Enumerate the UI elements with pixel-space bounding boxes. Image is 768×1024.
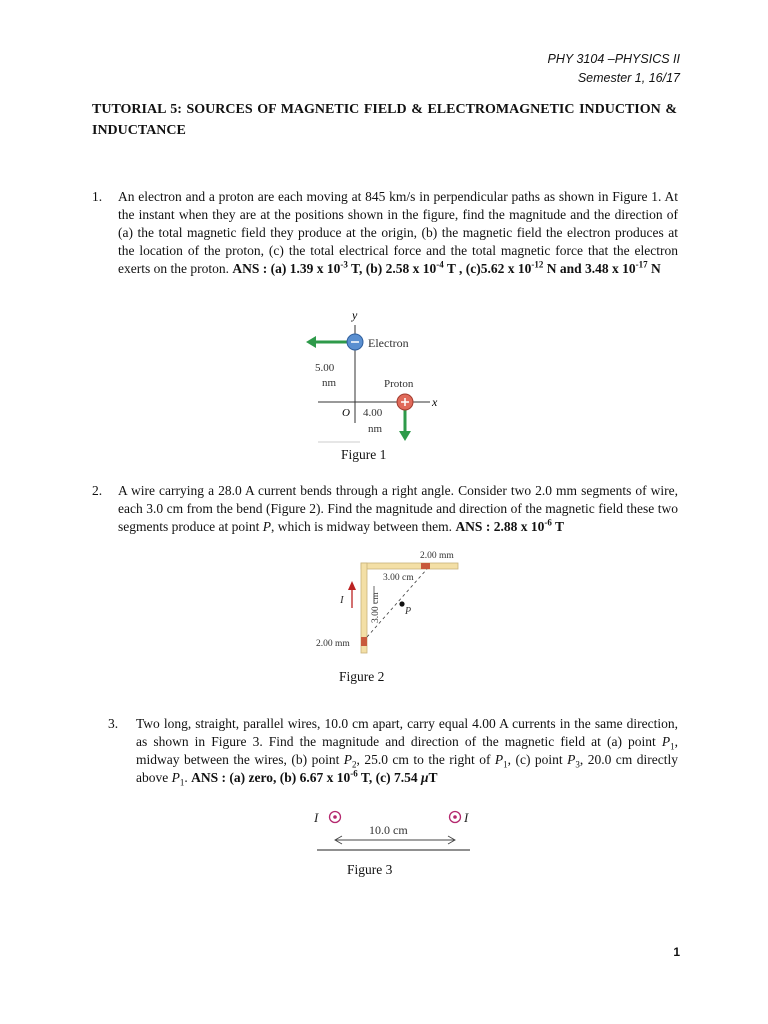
question-body [118,188,678,278]
figure-3-caption: Figure 3 [347,862,393,877]
answer: ANS : (a) 1.39 x $10^{-3}$ T, (b) 2.58 x $10^{-4}$ T , (c)5.62 x $10^{-12}$ N and 3.48 x $10^{-17}$ N [232,259,661,276]
distance-y-value: 5.00 [315,362,335,374]
proton-label: Proton [384,378,414,390]
page-title: TUTORIAL 5: SOURCES OF MAGNETIC FIELD & ELECTROMAGNETIC INDUCTION & INDUCTANCE [92,102,677,138]
point-p [399,601,404,606]
course-code: PHY 3104 –PHYSICS II [547,52,680,66]
bottom-segment [361,637,367,646]
question-body: Two long, straight, parallel wires, 10.0 cm apart, carry equal 4.00 A currents in the same direction, as shown in Figure 3. Find the magnitude and direction of the magnetic field at (a) point $P_1$, midway between the wires, (b) point $P_2$, 25.0 cm to the right of $P_1$, (c) point $P_3$, 20.0 cm directly above $P_1$. ANS : (a) zero, (b) 6.67 x $10^{-6}$ T, (c) 7.54 μT [136,716,678,788]
question-2 [92,482,678,536]
x-axis-label: x [432,395,438,409]
left-current-label: I [314,810,319,825]
point-p-label: P [405,606,412,617]
figure-1-caption: Figure 1 [341,447,387,462]
electron-label: Electron [368,336,409,350]
left-wire-dot [333,815,337,819]
horizontal-distance-label: 3.00 cm [383,573,414,583]
proton-arrowhead [399,431,411,441]
point-label: P [262,519,271,534]
semester: Semester 1, 16/17 [577,71,680,85]
page-number: 1 [673,945,680,959]
distance-x-unit: nm [368,423,383,435]
answer: ANS : (a) zero, (b) 6.67 x $10^{-6}$ T, (c) 7.54 μT [191,768,438,785]
question-text: An electron and a proton are each moving at 845 km/s in perpendicular paths as shown in Figure 1. At the instant when they are at the positions shown in the figure, find the magnitude and the direction of (a) the total magnetic field they produce at the origin, (b) the magnetic field the electron produces at the location of the proton, (c) the total electrical force and the total magnetic force that the electron exerts on the proton. [118,189,678,276]
figure-2 [310,548,470,660]
answer: ANS : 2.88 x $10^{-6}$ T [455,517,564,534]
current-label: I [340,594,344,606]
question-number: 3. [108,716,119,731]
top-segment-label: 2.00 mm [420,551,454,561]
right-current-label: I [464,810,469,825]
question-number: 1. [92,189,103,204]
distance-label: 10.0 cm [369,823,408,837]
right-wire-dot [453,815,457,819]
vertical-distance-label: 3.00 cm [371,592,381,623]
horizontal-wire [361,563,458,569]
electron-arrowhead [306,336,316,348]
course-header [548,50,680,88]
figure-2-caption: Figure 2 [339,669,385,684]
question-text: A wire carrying a 28.0 A current bends through a right angle. Consider two 2.0 mm segments of wire, each 3.0 cm from the bend (Figure 2). Find the magnitude and direction of the magnetic field these two segments produce at point [118,483,678,534]
question-3 [92,715,678,787]
top-segment [421,563,430,569]
current-arrowhead [348,581,356,590]
question-body: A wire carrying a 28.0 A current bends through a right angle. Consider two 2.0 mm segments of wire, each 3.0 cm from the bend (Figure 2). Find the magnitude and direction of the magnetic field these two segments produce at point P, which is midway between them. ANS : 2.88 x $10^{-6}$ T [118,483,678,534]
figure-3 [305,805,475,855]
figure-1 [300,305,460,445]
distance-x-value: 4.00 [363,407,383,419]
question-1 [92,188,678,278]
origin-label: O [342,407,350,419]
y-axis-label: y [352,308,358,322]
distance-y-unit: nm [322,377,337,389]
question-number: 2. [92,483,103,498]
bottom-segment-label: 2.00 mm [316,639,350,649]
